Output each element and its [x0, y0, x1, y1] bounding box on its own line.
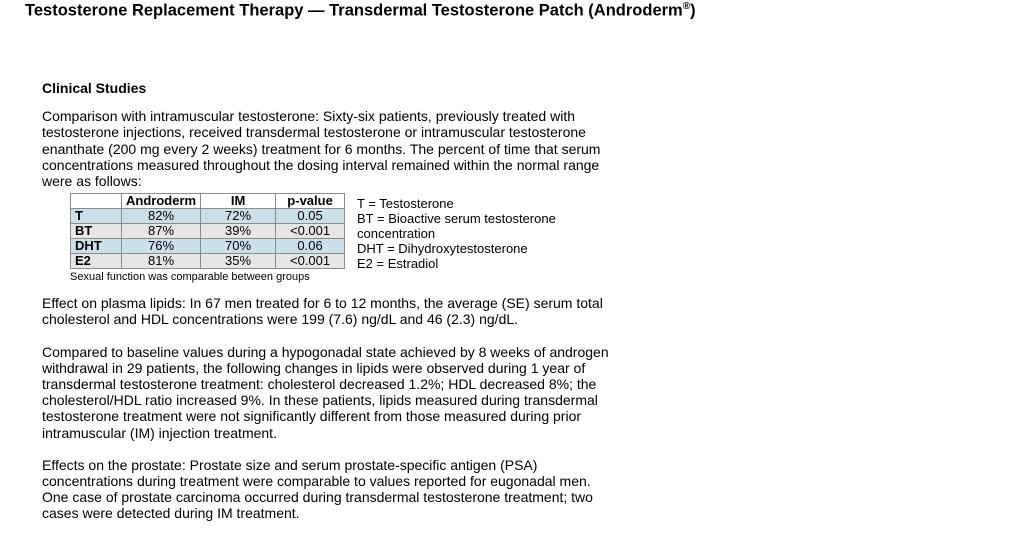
cell-p-value: <0.001 — [276, 254, 345, 269]
cell-androderm: 82% — [122, 209, 201, 224]
title-text: Testosterone Replacement Therapy — Transdermal Testosterone Patch (Androderm — [25, 1, 683, 20]
row-label: T — [71, 209, 122, 224]
row-label: DHT — [71, 239, 122, 254]
legend-item: DHT = Dihydroxytestosterone — [357, 241, 528, 257]
cell-im: 72% — [201, 209, 276, 224]
prostate-paragraph: Effects on the prostate: Prostate size and serum prostate-specific antigen (PSA) concentrations during treatment were comparable to values reported for eugonadal men. One case of prostate carcinoma occurred during transdermal testosterone treatment; two cases were detected during IM treatment. — [42, 456, 593, 522]
cell-im: 70% — [201, 239, 276, 254]
row-label: E2 — [71, 254, 122, 269]
baseline-paragraph: Compared to baseline values during a hypogonadal state achieved by 8 weeks of androgen withdrawal in 29 patients, the following changes in lipids were observed during 1 year of transdermal testosterone treatment: cholesterol decreased 1.2%; HDL decreased 8%; the cholesterol/HDL ratio increased 9%. In these patients, lipids measured during transdermal testosterone treatment were not significantly different from those measured during prior intramuscular (IM) injection treatment. — [42, 343, 609, 441]
header-im: IM — [201, 194, 276, 209]
header-blank — [71, 194, 122, 209]
cell-androderm: 87% — [122, 224, 201, 239]
registered-mark: ® — [682, 1, 691, 12]
header-androderm: Androderm — [122, 194, 201, 209]
cell-androderm: 76% — [122, 239, 201, 254]
cell-p-value: <0.001 — [276, 224, 345, 239]
cell-p-value: 0.06 — [276, 239, 345, 254]
table-row — [71, 239, 345, 254]
table-row — [71, 254, 345, 269]
table-row — [71, 209, 345, 224]
table-footnote: Sexual function was comparable between groups — [70, 271, 310, 284]
intro-paragraph: Comparison with intramuscular testosterone: Sixty-six patients, previously treated with testosterone injections, received transdermal testosterone or intramuscular testosterone enanthate (200 mg every 2 weeks) treatment for 6 months. The percent of time that serum concentrations measured throughout the dosing interval remained within the normal range were as follows: — [42, 108, 601, 190]
title-close: ) — [690, 1, 696, 20]
comparison-table — [70, 193, 345, 269]
legend-item: T = Testosterone — [357, 196, 454, 212]
comparison-table-area — [42, 193, 612, 291]
cell-im: 39% — [201, 224, 276, 239]
page-title — [25, 1, 696, 21]
cell-androderm: 81% — [122, 254, 201, 269]
abbreviation-legend — [357, 196, 607, 271]
lipids-paragraph: Effect on plasma lipids: In 67 men treated for 6 to 12 months, the average (SE) serum total cholesterol and HDL concentrations were 199 (7.6) ng/dL and 46 (2.3) ng/dL. — [42, 295, 603, 328]
table-header-row — [71, 194, 345, 209]
cell-im: 35% — [201, 254, 276, 269]
table-row — [71, 224, 345, 239]
document-body — [42, 80, 612, 538]
section-heading: Clinical Studies — [42, 80, 147, 96]
cell-p-value: 0.05 — [276, 209, 345, 224]
header-p-value: p-value — [276, 194, 345, 209]
row-label: BT — [71, 224, 122, 239]
legend-item: E2 = Estradiol — [357, 256, 439, 272]
legend-item: BT = Bioactive serum testosterone concentration — [357, 211, 556, 242]
